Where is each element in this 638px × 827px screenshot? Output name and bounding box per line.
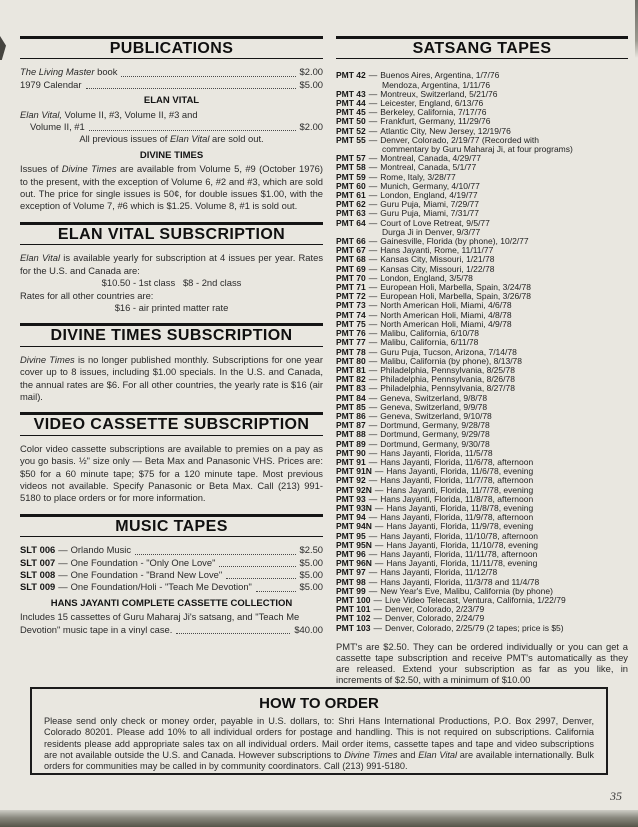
tape-code: PMT 95N xyxy=(336,539,372,550)
tape-code: PMT 98 xyxy=(336,576,366,587)
satsang-tape-item xyxy=(336,71,628,89)
tape-name: One Foundation - "Brand New Love" xyxy=(70,569,223,580)
divine-times-subhead: DIVINE TIMES xyxy=(139,149,204,161)
tape-code: PMT 90 xyxy=(336,447,366,458)
dash: — xyxy=(368,420,378,431)
elan-vital-subhead: ELAN VITAL xyxy=(143,95,200,107)
elan-subscription-text: Elan Vital is available yearly for subscription at 4 issues per year. Rates for the U.S. and Canada are: xyxy=(20,252,324,276)
tape-code: PMT 92N xyxy=(336,484,372,495)
tape-description: Court of Love Retreat, 9/5/77 xyxy=(380,217,490,228)
dash: — xyxy=(368,263,378,274)
item-price: $40.00 xyxy=(294,623,323,635)
tape-code: PMT 94 xyxy=(336,512,366,523)
dash: — xyxy=(368,309,378,320)
dash: — xyxy=(368,208,378,219)
single-rule xyxy=(336,58,628,59)
tape-description: Leicester, England, 6/13/76 xyxy=(380,98,484,109)
tape-description: London, England, 3/5/78 xyxy=(380,272,473,283)
tape-description: New Year's Eve, Malibu, California (by phone) xyxy=(380,585,553,596)
dash: — xyxy=(368,364,378,375)
tape-description: Malibu, California, 6/11/78 xyxy=(380,337,479,348)
tape-code: PMT 91 xyxy=(336,456,366,467)
tape-description: Gainesville, Florida (by phone), 10/2/77 xyxy=(380,236,529,247)
tape-code: PMT 96N xyxy=(336,558,372,569)
tape-description: Hans Jayanti, Florida, 11/7/78, afternoon xyxy=(380,475,534,486)
dot-leader xyxy=(226,578,295,579)
item-label: 1979 Calendar xyxy=(20,78,82,90)
dash: — xyxy=(374,539,384,550)
tape-description: Munich, Germany, 4/10/77 xyxy=(380,180,480,191)
tape-code: PMT 45 xyxy=(336,107,366,118)
scan-artifact-left-edge xyxy=(0,36,6,60)
divine-subscription-header xyxy=(20,323,323,346)
tape-description: Denver, Colorado, 2/24/79 xyxy=(385,613,485,624)
tape-code: PMT 92 xyxy=(336,475,366,486)
publications-header xyxy=(20,36,323,59)
dash: — xyxy=(368,392,378,403)
tape-code: PMT 94N xyxy=(336,521,372,532)
single-rule xyxy=(20,346,323,347)
dash: — xyxy=(374,484,384,495)
item-label: Volume II, #1 xyxy=(30,121,85,133)
dash: — xyxy=(368,291,378,302)
tape-code: PMT 80 xyxy=(336,355,366,366)
music-tape-item xyxy=(20,557,323,569)
dash: — xyxy=(373,594,382,605)
section-music-tapes xyxy=(20,514,323,636)
dash: — xyxy=(368,401,378,412)
tape-line xyxy=(336,219,628,228)
right-column xyxy=(336,36,628,686)
tape-description: Live Video Telecast, Ventura, California, 1/22/79 xyxy=(385,594,566,605)
tape-description: North American Holi, Miami, 4/6/78 xyxy=(380,300,512,311)
dash: — xyxy=(368,107,378,118)
dash: — xyxy=(368,438,378,449)
item-label xyxy=(20,581,252,593)
dash: — xyxy=(368,171,378,182)
tape-code: PMT 66 xyxy=(336,236,366,247)
tape-description: Berkeley, California, 7/17/76 xyxy=(380,107,487,118)
dash: — xyxy=(58,569,68,580)
tape-code: PMT 73 xyxy=(336,300,366,311)
tape-code: PMT 96 xyxy=(336,548,366,559)
dash: — xyxy=(368,585,378,596)
dash: — xyxy=(368,254,378,265)
tape-code: PMT 75 xyxy=(336,318,366,329)
elan-other-countries-label: Rates for all other countries are: xyxy=(20,289,154,301)
dash: — xyxy=(368,374,378,385)
satsang-tapes-list xyxy=(336,71,628,632)
tape-description: North American Holi, Miami, 4/9/78 xyxy=(380,318,512,329)
tape-description: Hans Jayanti, Florida, 11/8/78, evening xyxy=(386,502,534,513)
tape-description: Hans Jayanti, Florida, 11/5/78 xyxy=(380,447,493,458)
tape-code: PMT 88 xyxy=(336,429,366,440)
tape-code: PMT 68 xyxy=(336,254,366,265)
publication-item xyxy=(20,79,323,91)
dash: — xyxy=(368,383,378,394)
dash: — xyxy=(58,581,68,593)
tape-code: PMT 100 xyxy=(336,594,371,605)
dot-leader xyxy=(89,130,296,131)
tape-code: PMT 61 xyxy=(336,190,366,201)
elan-vital-soldout-note: All previous issues of Elan Vital are sold out. xyxy=(79,133,264,145)
dash: — xyxy=(368,217,378,228)
tape-description: Guru Puja, Miami, 7/29/77 xyxy=(380,199,480,210)
tape-code: PMT 64 xyxy=(336,217,366,228)
dot-leader xyxy=(176,633,290,634)
dash: — xyxy=(368,134,378,145)
tape-description: Hans Jayanti, Florida, 11/7/78, evening xyxy=(386,484,534,495)
dash: — xyxy=(368,116,378,127)
tape-description: Hans Jayanti, Florida, 11/10/78, evening xyxy=(386,539,538,550)
tape-description: London, England, 4/19/77 xyxy=(380,190,478,201)
music-tape-item xyxy=(20,581,323,593)
tape-code: PMT 62 xyxy=(336,199,366,210)
item-price: $2.50 xyxy=(299,544,323,556)
tape-code: SLT 009 xyxy=(20,581,56,593)
tape-description: Hans Jayanti, Florida, 11/6/78, afternoon xyxy=(380,456,534,467)
divine-times-availability-text: Issues of Divine Times are available from Volume 5, #9 (October 1976) to the present, with the exception of Volume 6, #2 and #3, which are sold out. The price for single issues is 50¢, for double issues $1.00, with the exception of Volume 7, #6 which is $1.25. Volume 8, #1 is sold out. xyxy=(20,163,323,212)
elan-other-rates: $16 - air printed matter rate xyxy=(114,301,229,313)
tape-code: PMT 43 xyxy=(336,88,366,99)
collection-description-line1: Includes 15 cassettes of Guru Maharaj Ji's satsang, and "Teach Me xyxy=(20,611,300,623)
tape-code: PMT 93 xyxy=(336,493,366,504)
item-price: $5.00 xyxy=(299,78,323,90)
elan-us-rates: $10.50 - 1st class $8 - 2nd class xyxy=(101,277,242,289)
publications-list xyxy=(20,66,323,91)
video-subscription-text: Color video cassette subscriptions are available to premies on a pay as you go basis. ½" size only — Beta Max and Panasonic VHS. Prices are: $50 for a 60 minute tape; $75 for a 120 minute tape. Most previous videos not available. Specify Panasonic or Beta Max. Call (213) 991-5180 to place orders or for more information. xyxy=(20,442,323,504)
dot-leader xyxy=(256,591,296,592)
item-price: $5.00 xyxy=(299,556,323,568)
satsang-tape-item xyxy=(336,136,628,154)
satsang-tape-item xyxy=(336,219,628,237)
tape-description: Hans Jayanti, Florida, 11/9/78, afternoon xyxy=(380,512,534,523)
dash: — xyxy=(374,502,384,513)
tape-code: PMT 58 xyxy=(336,162,366,173)
tape-description: Geneva, Switzerland, 9/10/78 xyxy=(380,410,492,421)
tape-description: Hans Jayanti, Florida, 11/11/78, afternoon xyxy=(380,548,538,559)
music-tape-item xyxy=(20,544,323,556)
left-column xyxy=(20,36,323,645)
dash: — xyxy=(368,337,378,348)
satsang-tapes-header xyxy=(336,36,628,59)
dash: — xyxy=(368,346,378,357)
dash: — xyxy=(374,521,384,532)
satsang-tape-item xyxy=(336,624,628,633)
dash: — xyxy=(368,429,378,440)
section-elan-vital-subscription xyxy=(20,222,323,314)
dash: — xyxy=(368,125,378,136)
collection-description-line2 xyxy=(20,624,323,636)
dash: — xyxy=(58,556,68,568)
dash: — xyxy=(368,98,378,109)
tape-description: Montreux, Switzerland, 5/21/76 xyxy=(380,88,498,99)
section-publications xyxy=(20,36,323,213)
how-to-order-title: HOW TO ORDER xyxy=(259,695,379,712)
tape-description: Denver, Colorado, 2/25/79 (2 tapes; price is $5) xyxy=(385,622,564,633)
tape-code: PMT 42 xyxy=(336,70,366,81)
tape-description: Hans Jayanti, Florida, 11/3/78 and 11/4/78 xyxy=(380,576,540,587)
tape-description: European Holi, Marbella, Spain, 3/24/78 xyxy=(380,282,531,293)
music-tapes-header xyxy=(20,514,323,537)
dash: — xyxy=(374,558,384,569)
tape-code: PMT 101 xyxy=(336,604,371,615)
tape-code: PMT 57 xyxy=(336,153,366,164)
tape-description: Guru Puja, Miami, 7/31/77 xyxy=(380,208,480,219)
hans-jayanti-collection-subhead: HANS JAYANTI COMPLETE CASSETTE COLLECTION xyxy=(50,597,293,609)
dash: — xyxy=(58,544,68,556)
section-divine-times-subscription xyxy=(20,323,323,403)
tape-code: PMT 87 xyxy=(336,420,366,431)
dash: — xyxy=(368,190,378,201)
dash: — xyxy=(368,548,378,559)
tape-code: PMT 55 xyxy=(336,134,366,145)
item-label: Devotion" music tape in a vinyl case. xyxy=(20,623,173,635)
tape-description: Geneva, Switzerland, 9/9/78 xyxy=(380,401,488,412)
item-label: The Living Master book xyxy=(20,66,118,78)
tape-description: Hans Jayanti, Florida, 11/6/78, evening xyxy=(386,466,534,477)
tape-code: SLT 006 xyxy=(20,544,56,556)
item-label xyxy=(20,557,215,569)
divine-subscription-text: Divine Times is no longer published monthly. Subscriptions for one year cover up to 8 issues, including $1.00 specials. In the U.S. and Canada, the annual rates are $6. For all other countries, the yearly rate is $16 (air mail). xyxy=(20,353,323,402)
dash: — xyxy=(368,318,378,329)
tape-code: PMT 81 xyxy=(336,364,366,375)
tape-description: Rome, Italy, 3/28/77 xyxy=(380,171,456,182)
tape-code: PMT 99 xyxy=(336,585,366,596)
elan-vital-volumes-line2 xyxy=(20,121,323,133)
tape-description-cont: Mendoza, Argentina, 1/11/76 xyxy=(382,79,491,90)
single-rule xyxy=(20,244,323,245)
dash: — xyxy=(373,622,382,633)
tape-description: Hans Jayanti, Florida, 11/10/78, afternoon xyxy=(380,530,538,541)
dot-leader xyxy=(86,88,296,89)
section-title: DIVINE TIMES SUBSCRIPTION xyxy=(50,327,293,345)
tape-code: PMT 72 xyxy=(336,291,366,302)
tape-description: Hans Jayanti, Florida, 11/9/78, evening xyxy=(386,521,534,532)
item-price: $5.00 xyxy=(299,581,323,593)
tape-description-cont: Durga Ji in Denver, 9/3/77 xyxy=(382,226,481,237)
tape-code: PMT 50 xyxy=(336,116,366,127)
tape-code: PMT 89 xyxy=(336,438,366,449)
tape-description: Montreal, Canada, 4/29/77 xyxy=(380,153,481,164)
tape-code: PMT 93N xyxy=(336,502,372,513)
section-title: SATSANG TAPES xyxy=(412,40,552,57)
tape-code: PMT 84 xyxy=(336,392,366,403)
dash: — xyxy=(368,162,378,173)
item-label xyxy=(20,544,131,556)
dash: — xyxy=(368,199,378,210)
page-number: 35 xyxy=(610,789,622,803)
dash: — xyxy=(368,88,378,99)
tape-line xyxy=(336,624,628,633)
dash: — xyxy=(368,475,378,486)
tape-code: PMT 102 xyxy=(336,613,371,624)
dot-leader xyxy=(121,76,295,77)
section-title: ELAN VITAL SUBSCRIPTION xyxy=(57,225,286,243)
tape-code: PMT 52 xyxy=(336,125,366,136)
music-tapes-list xyxy=(20,544,323,594)
tape-description: Atlantic City, New Jersey, 12/19/76 xyxy=(380,125,511,136)
dash: — xyxy=(368,272,378,283)
tape-description: Malibu, California, 6/10/78 xyxy=(380,328,480,339)
tape-code: PMT 83 xyxy=(336,383,366,394)
tape-description: Malibu, California (by phone), 8/13/78 xyxy=(380,355,523,366)
item-price: $2.00 xyxy=(299,66,323,78)
dash: — xyxy=(368,300,378,311)
dash: — xyxy=(368,236,378,247)
single-rule xyxy=(20,58,323,59)
tape-description: Buenos Aires, Argentina, 1/7/76 xyxy=(380,70,500,81)
how-to-order-text: Please send only check or money order, payable in U.S. dollars, to: Shri Hans International Productions, P.O. Box 2997, Denver, Colorado 80201. Please add 10% to all individual orders for postage and handling. This is not required on subscriptions. California residents please add appropriate sales tax on all individual orders. Mail order items, cassette tapes and tape and video subscriptions are not available outside the U.S. and Canada. However subscriptions to Divine Times and Elan Vital are available internationally. Bulk orders for communities may be called in by community coordinators. Call (213) 991-5180. xyxy=(44,716,594,772)
tape-description: Hans Jayanti, Rome, 11/11/77 xyxy=(380,245,494,256)
tape-description: Hans Jayanti, Florida, 11/12/78 xyxy=(380,567,498,578)
section-title: MUSIC TAPES xyxy=(115,517,228,535)
tape-name: One Foundation - "Only One Love" xyxy=(70,556,216,568)
dash: — xyxy=(374,466,384,477)
dot-leader xyxy=(219,566,295,567)
tape-description: Philadelphia, Pennsylvania, 8/26/78 xyxy=(380,374,515,385)
tape-code: PMT 86 xyxy=(336,410,366,421)
tape-code: PMT 82 xyxy=(336,374,366,385)
tape-code: SLT 008 xyxy=(20,569,56,580)
section-video-cassette-subscription xyxy=(20,412,323,504)
tape-description: Kansas City, Missouri, 1/22/78 xyxy=(380,263,495,274)
section-satsang-tapes xyxy=(336,36,628,686)
tape-code: PMT 97 xyxy=(336,567,366,578)
dash: — xyxy=(373,613,382,624)
dash: — xyxy=(373,604,382,615)
dash: — xyxy=(368,355,378,366)
publication-item xyxy=(20,66,323,78)
tape-description: Denver, Colorado, 2/23/79 xyxy=(385,604,485,615)
tape-description: Philadelphia, Pennsylvania, 8/27/78 xyxy=(380,383,515,394)
tape-code: PMT 63 xyxy=(336,208,366,219)
video-subscription-header xyxy=(20,412,323,435)
tape-name: One Foundation/Holi - "Teach Me Devotion" xyxy=(70,581,252,593)
dash: — xyxy=(368,493,378,504)
how-to-order-box xyxy=(30,687,608,775)
tape-code: PMT 95 xyxy=(336,530,366,541)
scan-artifact-bottom-edge xyxy=(0,810,638,827)
tape-description: Frankfurt, Germany, 11/29/76 xyxy=(380,116,491,127)
dash: — xyxy=(368,245,378,256)
tape-description: Denver, Colorado, 2/19/77 (Recorded with xyxy=(380,134,540,145)
dash: — xyxy=(368,180,378,191)
pmt-pricing-note: PMT's are $2.50. They can be ordered individually or you can get a cassette tape subscription and receive PMT's automatically as they are released. Extend your subscription as far as you like, in increments of $2.50, with a minimum of $10.00 xyxy=(336,640,628,686)
tape-code: PMT 76 xyxy=(336,328,366,339)
dash: — xyxy=(368,410,378,421)
dash: — xyxy=(368,153,378,164)
dash: — xyxy=(368,282,378,293)
tape-code: PMT 69 xyxy=(336,263,366,274)
tape-description-cont: commentary by Guru Maharaj Ji, at four programs) xyxy=(382,144,573,155)
dash: — xyxy=(368,567,378,578)
dash: — xyxy=(368,456,378,467)
single-rule xyxy=(20,536,323,537)
tape-code: SLT 007 xyxy=(20,556,56,568)
tape-code: PMT 67 xyxy=(336,245,366,256)
tape-description: Philadelphia, Pennsylvania, 8/25/78 xyxy=(380,364,515,375)
music-tape-item xyxy=(20,569,323,581)
tape-code: PMT 71 xyxy=(336,282,366,293)
tape-description: Dortmund, Germany, 9/30/78 xyxy=(380,438,490,449)
tape-description: Hans Jayanti, Florida, 11/11/78, evening xyxy=(386,558,538,569)
dash: — xyxy=(368,576,378,587)
tape-code: PMT 60 xyxy=(336,180,366,191)
single-rule xyxy=(20,435,323,436)
tape-code: PMT 85 xyxy=(336,401,366,412)
tape-description: Geneva, Switzerland, 9/8/78 xyxy=(380,392,488,403)
tape-description: North American Holi, Miami, 4/8/78 xyxy=(380,309,512,320)
section-title: VIDEO CASSETTE SUBSCRIPTION xyxy=(33,416,310,434)
dot-leader xyxy=(135,554,295,555)
item-price: $5.00 xyxy=(299,569,323,580)
tape-description: Dortmund, Germany, 9/28/78 xyxy=(380,420,490,431)
tape-description: European Holi, Marbella, Spain, 3/26/78 xyxy=(380,291,531,302)
tape-code: PMT 70 xyxy=(336,272,366,283)
item-price: $2.00 xyxy=(299,121,323,133)
item-label xyxy=(20,569,222,581)
tape-description: Kansas City, Missouri, 1/21/78 xyxy=(380,254,495,265)
tape-code: PMT 74 xyxy=(336,309,366,320)
dash: — xyxy=(368,70,378,81)
dash: — xyxy=(368,512,378,523)
tape-code: PMT 59 xyxy=(336,171,366,182)
dash: — xyxy=(368,530,378,541)
tape-name: Orlando Music xyxy=(70,544,132,556)
section-title: PUBLICATIONS xyxy=(109,40,234,57)
dash: — xyxy=(368,328,378,339)
elan-subscription-header xyxy=(20,222,323,245)
tape-code: PMT 103 xyxy=(336,622,371,633)
tape-description: Dortmund, Germany, 9/29/78 xyxy=(380,429,490,440)
tape-code: PMT 78 xyxy=(336,346,366,357)
dash: — xyxy=(368,447,378,458)
tape-code: PMT 91N xyxy=(336,466,372,477)
tape-code: PMT 77 xyxy=(336,337,366,348)
tape-description: Hans Jayanti, Florida, 11/8/78, afternoon xyxy=(380,493,534,504)
elan-vital-volumes-line1: Elan Vital, Volume II, #3, Volume II, #3 and xyxy=(20,108,198,120)
tape-description: Guru Puja, Tucson, Arizona, 7/14/78 xyxy=(380,346,517,357)
tape-description: Montreal, Canada, 5/1/77 xyxy=(380,162,477,173)
tape-code: PMT 44 xyxy=(336,98,366,109)
